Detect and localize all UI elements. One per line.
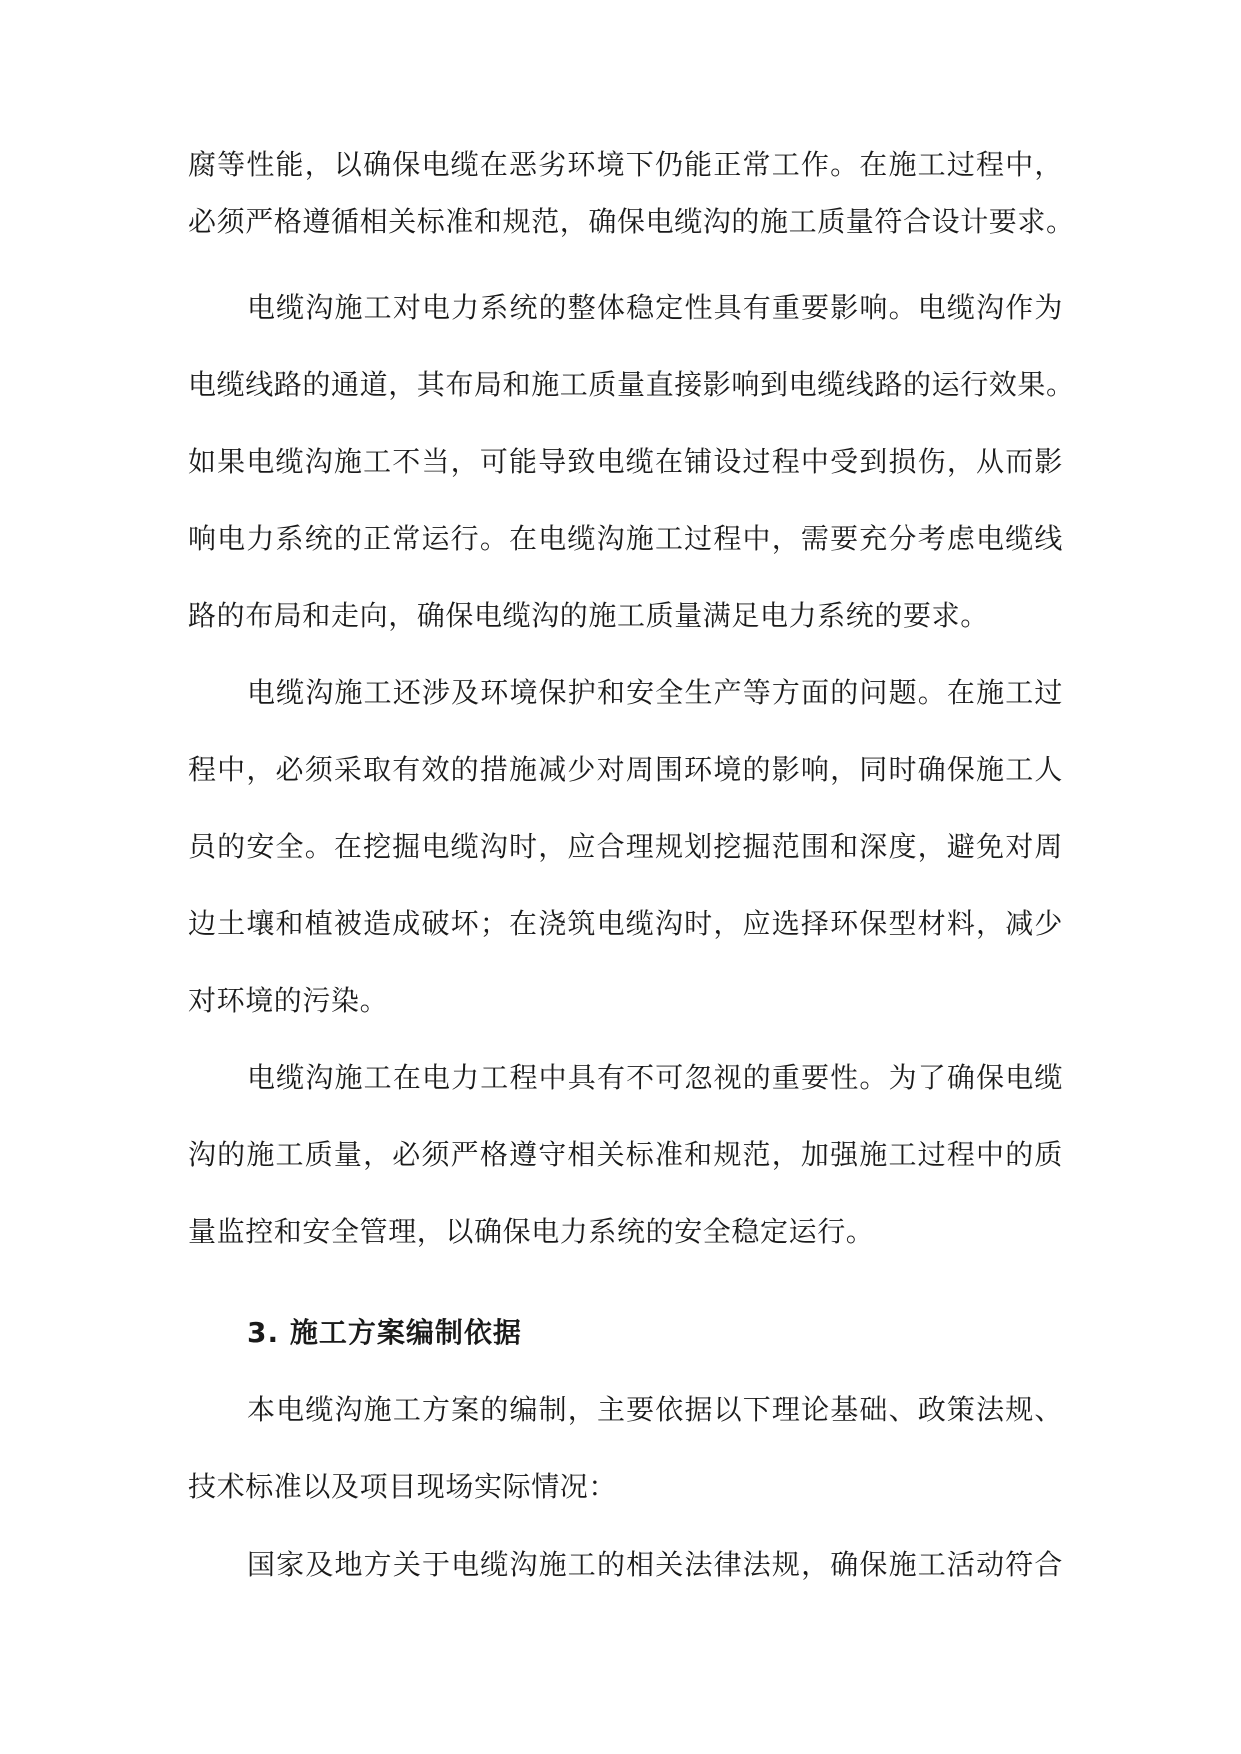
paragraph-line: 技术标准以及项目现场实际情况：: [188, 1470, 618, 1503]
paragraph-line: 国家及地方关于电缆沟施工的相关法律法规，确保施工活动符合: [247, 1548, 1063, 1581]
paragraph-line: 响电力系统的正常运行。在电缆沟施工过程中，需要充分考虑电缆线: [188, 522, 1063, 555]
paragraph-line: 电缆沟施工在电力工程中具有不可忽视的重要性。为了确保电缆: [247, 1061, 1063, 1094]
paragraph-line: 必须严格遵循相关标准和规范，确保电缆沟的施工质量符合设计要求。: [188, 205, 1075, 238]
paragraph-line: 电缆沟施工对电力系统的整体稳定性具有重要影响。电缆沟作为: [247, 291, 1063, 324]
paragraph-line: 腐等性能，以确保电缆在恶劣环境下仍能正常工作。在施工过程中，: [188, 148, 1063, 181]
paragraph-line: 本电缆沟施工方案的编制，主要依据以下理论基础、政策法规、: [247, 1393, 1063, 1426]
paragraph-line: 员的安全。在挖掘电缆沟时，应合理规划挖掘范围和深度，避免对周: [188, 830, 1063, 863]
paragraph-line: 边土壤和植被造成破坏；在浇筑电缆沟时，应选择环保型材料，减少: [188, 907, 1063, 940]
paragraph-line: 程中，必须采取有效的措施减少对周围环境的影响，同时确保施工人: [188, 753, 1063, 786]
section-heading: 3. 施工方案编制依据: [247, 1316, 522, 1349]
paragraph-line: 电缆沟施工还涉及环境保护和安全生产等方面的问题。在施工过: [247, 676, 1063, 709]
paragraph-line: 路的布局和走向，确保电缆沟的施工质量满足电力系统的要求。: [188, 599, 989, 632]
paragraph-line: 对环境的污染。: [188, 984, 389, 1017]
paragraph-line: 如果电缆沟施工不当，可能导致电缆在铺设过程中受到损伤，从而影: [188, 445, 1063, 478]
paragraph-line: 电缆线路的通道，其布局和施工质量直接影响到电缆线路的运行效果。: [188, 368, 1075, 401]
paragraph-line: 量监控和安全管理，以确保电力系统的安全稳定运行。: [188, 1215, 875, 1248]
paragraph-line: 沟的施工质量，必须严格遵守相关标准和规范，加强施工过程中的质: [188, 1138, 1063, 1171]
